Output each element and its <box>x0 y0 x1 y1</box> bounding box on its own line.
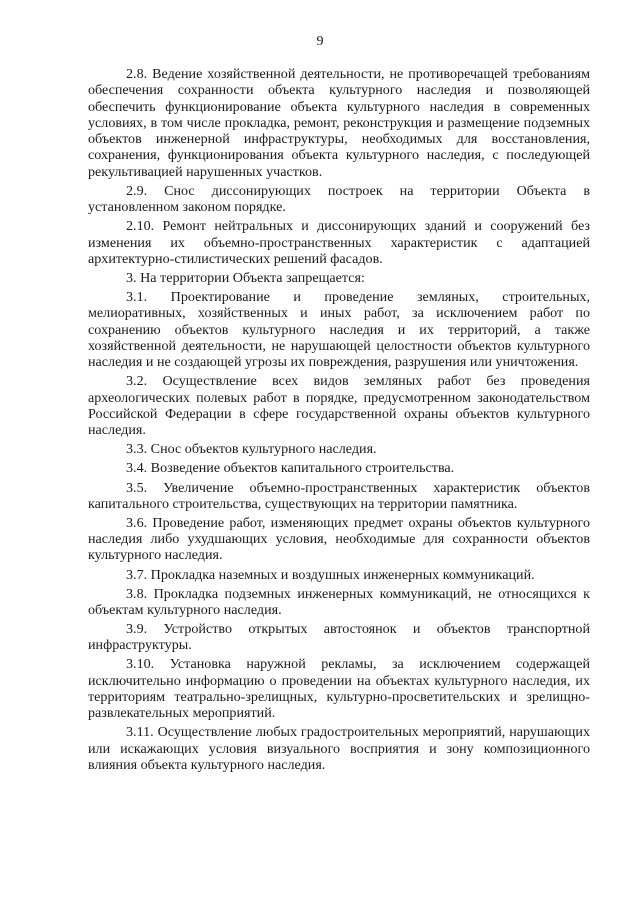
page-number: 9 <box>316 34 324 49</box>
paragraph-3-9: 3.9. Устройство открытых автостоянок и объектов транспортной инфраструктуры. <box>88 621 590 654</box>
paragraph-3-2: 3.2. Осуществление всех видов земляных работ без проведения археологических полевых работ в порядке, предусмотренном законодательством Российской Федерации в сфере государственной охраны объектов культурного наследия. <box>88 373 590 439</box>
paragraph-3-6: 3.6. Проведение работ, изменяющих предмет охраны объектов культурного наследия либо ухудшающих условия, необходимые для сохранности объектов культурного наследия. <box>88 514 590 564</box>
paragraph-3-7: 3.7. Прокладка наземных и воздушных инженерных коммуникаций. <box>126 566 535 583</box>
paragraph-2-9: 2.9. Снос диссонирующих построек на территории Объекта в установленном законом порядке. <box>88 182 590 216</box>
paragraph-2-8: 2.8. Ведение хозяйственной деятельности, не противоречащей требованиям обеспечения сохранности объекта культурного наследия и позволяющей обеспечить функционирование объекта культурного наследия в современных условиях, в том числе прокладка, ремонт, реконструкция и размещение подземных объектов инженерной инфраструктуры, необходимых для восстановления, сохранения, функционирования объекта культурного наследия, с последующей рекультивацией нарушенных участков. <box>88 66 590 180</box>
paragraph-3-10: 3.10. Установка наружной рекламы, за исключением содержащей исключительно информацию о проведении на объектах культурного наследия, их территориям театрально-зрелищных, культурно-просветительских и зрелищно-развлекательных мероприятий. <box>88 656 590 722</box>
paragraph-3-3: 3.3. Снос объектов культурного наследия. <box>126 441 377 458</box>
paragraph-3-heading: 3. На территории Объекта запрещается: <box>126 269 365 286</box>
paragraph-3-5: 3.5. Увеличение объемно-пространственных характеристик объектов капитального строительства, существующих на территории памятника. <box>88 479 590 512</box>
paragraph-3-4: 3.4. Возведение объектов капитального строительства. <box>126 460 455 477</box>
paragraph-2-10: 2.10. Ремонт нейтральных и диссонирующих зданий и сооружений без изменения их объемно-пространственных характеристик с адаптацией архитектурно-стилистических решений фасадов. <box>88 218 590 267</box>
paragraph-3-1: 3.1. Проектирование и проведение земляных, строительных, мелиоративных, хозяйственных и иных работ, за исключением работ по сохранению объектов культурного наследия и их территорий, а также хозяйственной деятельности, не нарушающей целостности объектов культурного наследия и не создающей угрозы их повреждения, разрушения или уничтожения. <box>88 289 590 371</box>
paragraph-3-8: 3.8. Прокладка подземных инженерных коммуникаций, не относящихся к объектам культурного наследия. <box>88 585 590 618</box>
paragraph-3-11: 3.11. Осуществление любых градостроительных мероприятий, нарушающих или искажающих условия визуального восприятия и зону композиционного влияния объекта культурного наследия. <box>88 724 590 774</box>
document-body <box>88 66 590 773</box>
